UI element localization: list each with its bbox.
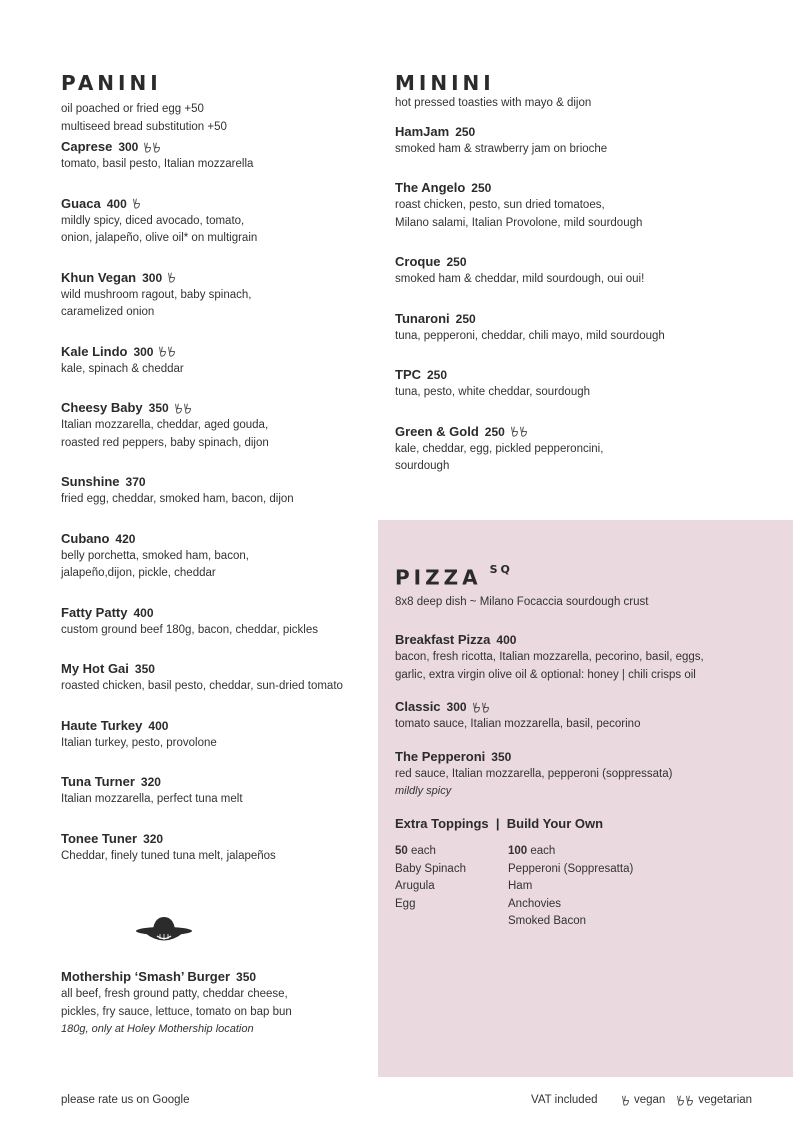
item-title: [61, 830, 371, 848]
panini-item-list: [61, 138, 371, 865]
menu-item: [395, 179, 755, 232]
rate-us-text: please rate us on Google: [61, 1094, 190, 1106]
topping-item: Smoked Bacon: [508, 915, 586, 928]
item-price: 300: [118, 140, 139, 154]
item-description: Cheddar, finely tuned tuna melt, jalapeños: [61, 849, 276, 862]
item-description: belly porchetta, smoked ham, bacon,: [61, 549, 249, 562]
pizza-heading: [395, 563, 755, 589]
toppings-price-100: 100: [508, 845, 528, 858]
item-title: [61, 717, 371, 735]
toppings-unit: each: [407, 845, 436, 858]
menu-item: [61, 343, 371, 379]
burger-description: all beef, fresh ground patty, cheddar cheese,: [61, 988, 288, 1000]
topping-item: Pepperoni (Soppresatta): [508, 862, 634, 875]
item-description: Italian mozzarella, perfect tuna melt: [61, 793, 243, 805]
item-name: Sunshine: [61, 474, 120, 489]
item-title: [395, 423, 755, 441]
burger-name: Mothership ‘Smash’ Burger: [61, 969, 231, 984]
minini-item-list: [395, 123, 755, 476]
item-title: [61, 530, 371, 548]
minini-heading: MININI: [395, 71, 495, 95]
vegan-icon: [168, 272, 176, 283]
panini-notes: [61, 101, 371, 136]
item-price: 420: [115, 531, 136, 546]
item-title: [395, 631, 755, 649]
extra-toppings: [395, 815, 755, 931]
item-description: roast chicken, pesto, sun dried tomatoes,: [395, 199, 605, 211]
item-price: 250: [427, 368, 448, 382]
menu-item: [395, 310, 755, 346]
menu-item: [61, 604, 371, 640]
item-price: 250: [446, 255, 467, 269]
item-price: 250: [484, 424, 505, 439]
item-price: 250: [455, 124, 476, 139]
item-description: roasted red peppers, baby spinach, dijon: [61, 436, 269, 449]
item-title: [61, 604, 371, 622]
item-name: HamJam: [395, 123, 450, 139]
menu-item: [61, 717, 371, 753]
item-title: [61, 399, 371, 417]
menu-item: [61, 530, 371, 583]
item-price: 250: [471, 181, 492, 195]
burger-title: [61, 968, 371, 986]
item-name: My Hot Gai: [61, 661, 129, 676]
vegan-icon: [133, 198, 141, 209]
item-description: jalapeño,dijon, pickle, cheddar: [61, 567, 216, 579]
item-description: kale, cheddar, egg, pickled pepperoncini,: [395, 442, 604, 455]
item-description: Milano salami, Italian Provolone, mild sourdough: [395, 216, 643, 229]
item-description: red sauce, Italian mozzarella, pepperoni (soppressata): [395, 767, 673, 780]
menu-item: [395, 631, 755, 684]
item-title: [395, 698, 755, 716]
vegetarian-icon: [159, 346, 176, 357]
toppings-col-50: [395, 843, 508, 931]
item-description: tomato, basil pesto, Italian mozzarella: [61, 158, 254, 170]
minini-column: [395, 72, 755, 476]
item-title: [395, 748, 755, 766]
vegan-icon: [622, 1095, 630, 1106]
item-price: 300: [142, 270, 163, 285]
item-title: [61, 269, 371, 287]
menu-item: [395, 253, 755, 289]
burger-price: 350: [236, 970, 257, 984]
item-price: 320: [140, 775, 161, 789]
item-name: TPC: [395, 367, 421, 382]
menu-item: [61, 830, 371, 866]
item-description: onion, jalapeño, olive oil* on multigrain: [61, 232, 258, 244]
vegan-label: vegan: [634, 1094, 666, 1106]
panini-note: oil poached or fried egg +50: [61, 103, 204, 115]
item-price: 300: [133, 344, 154, 359]
item-title: [61, 473, 371, 491]
menu-item: [395, 423, 755, 476]
item-title: [61, 195, 371, 213]
burger-block: [61, 968, 371, 1037]
vegetarian-icon: [511, 426, 528, 437]
item-name: Classic: [395, 699, 441, 715]
item-title: [395, 253, 755, 271]
item-price: 400: [133, 605, 154, 620]
diet-legend: [622, 1092, 752, 1108]
vegetarian-label: vegetarian: [698, 1094, 753, 1106]
item-title: [395, 366, 755, 384]
vegetarian-icon: [473, 702, 490, 713]
burger-description: pickles, fry sauce, lettuce, tomato on bap bun: [61, 1005, 292, 1018]
item-description: custom ground beef 180g, bacon, cheddar, pickles: [61, 623, 319, 636]
item-title: [61, 660, 371, 678]
pizza-item-list: [395, 631, 755, 799]
extra-toppings-title: Extra Toppings | Build Your Own: [395, 816, 604, 832]
menu-item: [61, 138, 371, 174]
toppings-col-100: [508, 843, 708, 931]
topping-item: Arugula: [395, 880, 435, 893]
topping-item: Baby Spinach: [395, 862, 466, 875]
item-name: Caprese: [61, 139, 113, 154]
panini-heading: PANINI: [61, 71, 162, 95]
menu-item: [61, 773, 371, 809]
item-name: Breakfast Pizza: [395, 632, 491, 648]
item-description: tomato sauce, Italian mozzarella, basil, pecorino: [395, 718, 641, 731]
item-price: 300: [446, 700, 467, 715]
panini-note: multiseed bread substitution +50: [61, 120, 227, 133]
menu-item: [61, 195, 371, 248]
menu-item: [395, 366, 755, 402]
item-price: 400: [106, 196, 127, 211]
item-title: [61, 138, 371, 156]
topping-item: Anchovies: [508, 897, 562, 910]
toppings-price-50: 50: [395, 845, 408, 858]
item-description: kale, spinach & cheddar: [61, 362, 184, 375]
item-price: 350: [148, 401, 169, 415]
pizza-note: 8x8 deep dish ~ Milano Focaccia sourdough crust: [395, 595, 649, 608]
item-description: Italian turkey, pesto, provolone: [61, 736, 217, 749]
item-price: 400: [496, 633, 517, 648]
vat-text: VAT included: [531, 1094, 598, 1106]
pizza-section: [395, 563, 755, 931]
menu-item: [61, 269, 371, 322]
pizza-title-sup: SQ: [489, 563, 513, 576]
item-name: Tunaroni: [395, 310, 450, 326]
item-price: 350: [491, 749, 512, 764]
item-name: The Angelo: [395, 180, 466, 195]
item-name: Tuna Turner: [61, 774, 135, 789]
toppings-unit: each: [527, 845, 556, 858]
item-price: 400: [148, 718, 169, 733]
pizza-title: PIZZA: [395, 565, 482, 590]
item-description: roasted chicken, basil pesto, cheddar, sun-dried tomato: [61, 680, 343, 692]
item-price: 370: [125, 475, 146, 489]
item-description: smoked ham & cheddar, mild sourdough, oui oui!: [395, 273, 645, 285]
item-description: Italian mozzarella, cheddar, aged gouda,: [61, 419, 269, 431]
item-name: Kale Lindo: [61, 343, 128, 359]
vegetarian-icon: [677, 1095, 694, 1106]
vegetarian-icon: [175, 403, 192, 414]
item-description: garlic, extra virgin olive oil & optional: honey | chili crisps oil: [395, 668, 696, 681]
menu-item: [395, 698, 755, 734]
item-description: tuna, pesto, white cheddar, sourdough: [395, 386, 591, 398]
menu-item: [395, 748, 755, 800]
item-name: Cubano: [61, 530, 110, 546]
item-description: wild mushroom ragout, baby spinach,: [61, 288, 252, 301]
item-name: Fatty Patty: [61, 604, 128, 620]
item-title: [61, 773, 371, 791]
item-name: Tonee Tuner: [61, 830, 138, 846]
vegetarian-icon: [144, 142, 161, 153]
item-title: [395, 123, 755, 141]
item-description: tuna, pepperoni, cheddar, chili mayo, mild sourdough: [395, 329, 665, 342]
topping-item: Egg: [395, 897, 416, 910]
item-title: [395, 179, 755, 197]
item-description: caramelized onion: [61, 306, 155, 318]
item-description: smoked ham & strawberry jam on brioche: [395, 142, 608, 155]
item-description: bacon, fresh ricotta, Italian mozzarella, pecorino, basil, eggs,: [395, 651, 704, 664]
item-name: Khun Vegan: [61, 269, 137, 285]
item-price: 320: [143, 831, 164, 846]
menu-item: [61, 473, 371, 509]
item-name: Haute Turkey: [61, 717, 143, 733]
item-name: The Pepperoni: [395, 748, 486, 764]
item-title: [395, 310, 755, 328]
item-description: fried egg, cheddar, smoked ham, bacon, dijon: [61, 493, 294, 505]
topping-item: Ham: [508, 880, 533, 893]
item-title: [61, 343, 371, 361]
item-name: Cheesy Baby: [61, 400, 143, 415]
item-description: sourdough: [395, 460, 450, 472]
item-price: 250: [455, 311, 476, 326]
item-name: Guaca: [61, 195, 101, 211]
item-name: Croque: [395, 254, 441, 269]
item-note: mildly spicy: [395, 785, 452, 798]
item-price: 350: [134, 662, 155, 676]
panini-column: [61, 72, 371, 865]
menu-item: [395, 123, 755, 159]
ufo-icon: [135, 914, 193, 944]
burger-note: 180g, only at Holey Mothership location: [61, 1023, 254, 1035]
menu-item: [61, 399, 371, 452]
menu-item: [61, 660, 371, 696]
item-description: mildly spicy, diced avocado, tomato,: [61, 214, 245, 227]
item-name: Green & Gold: [395, 423, 479, 439]
minini-note: hot pressed toasties with mayo & dijon: [395, 97, 592, 109]
